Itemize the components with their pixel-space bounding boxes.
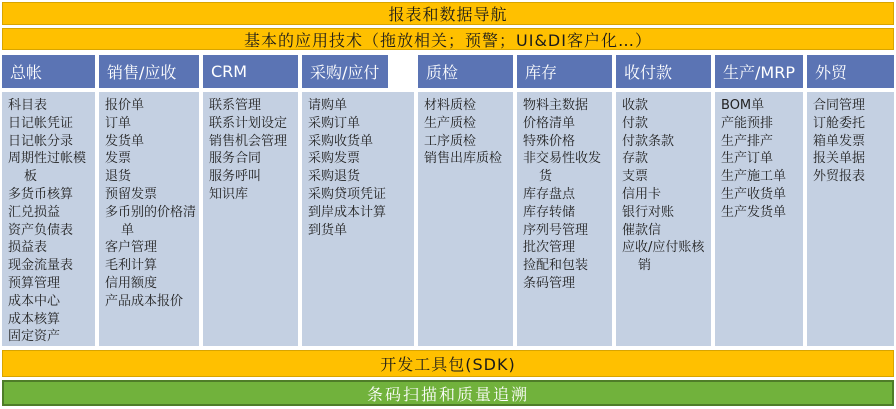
column-header-production-mrp: 生产/MRP — [715, 55, 803, 88]
module-columns — [2, 55, 894, 346]
column-item-list — [203, 92, 298, 346]
reports-navigation-bar — [2, 2, 894, 25]
list-item: 合同管理 — [813, 98, 866, 113]
list-item: 条码管理 — [523, 275, 576, 291]
list-item: 产品成本报价 — [105, 293, 184, 309]
module-column-purchasing-ap — [302, 55, 414, 346]
module-column-quality-check — [418, 55, 513, 346]
list-item: 工序质检 — [424, 133, 477, 149]
list-item: 成本核算 — [8, 311, 61, 327]
list-item: 固定资产 — [8, 329, 61, 345]
list-item: 采购收货单 — [308, 133, 374, 149]
list-item: 请购单 — [308, 98, 348, 113]
column-header-quality-check: 质检 — [418, 55, 513, 88]
list-item: 预留发票 — [105, 186, 158, 202]
list-item: 到货单 — [308, 222, 348, 238]
list-item: 采购发票 — [308, 151, 361, 167]
column-item-list — [616, 92, 711, 346]
list-item: 非交易性收发货 — [523, 151, 602, 185]
list-item: 退货 — [105, 169, 132, 185]
list-item: 日记帐凭证 — [8, 115, 74, 131]
list-item: 存款 — [622, 151, 649, 167]
column-item-list — [2, 92, 95, 346]
column-item-list — [517, 92, 612, 346]
list-item: 毛利计算 — [105, 258, 158, 274]
module-column-general-ledger — [2, 55, 95, 346]
list-item: 银行对账 — [622, 204, 675, 220]
reports-navigation-label: 报表和数据导航 — [388, 5, 508, 24]
list-item: 订舱委托 — [813, 115, 866, 131]
list-item: 采购订单 — [308, 115, 361, 131]
list-item: 箱单发票 — [813, 133, 866, 149]
list-item: 催款信 — [622, 222, 662, 238]
column-item-list — [418, 92, 513, 346]
list-item: 信用卡 — [622, 186, 662, 202]
module-column-crm — [203, 55, 298, 346]
list-item: 外贸报表 — [813, 169, 866, 185]
list-item: 应收/应付账核销 — [622, 240, 705, 274]
column-header-crm: CRM — [203, 55, 298, 88]
list-item: 生产施工单 — [721, 169, 787, 185]
basic-app-tech-bar — [2, 28, 894, 50]
list-item: 客户管理 — [105, 240, 158, 256]
list-item: 联系计划设定 — [209, 115, 288, 131]
list-item: 服务呼叫 — [209, 169, 262, 185]
list-item: 批次管理 — [523, 240, 576, 256]
list-item: 生产排产 — [721, 133, 774, 149]
list-item: 生产订单 — [721, 151, 774, 167]
module-column-payments — [616, 55, 711, 346]
basic-app-tech-label: 基本的应用技术（拖放相关；预警；UI&DI客户化…） — [244, 30, 652, 50]
list-item: BOM单 — [721, 98, 765, 113]
module-column-sales-ar — [99, 55, 199, 346]
list-item: 预算管理 — [8, 275, 61, 291]
column-item-list — [302, 92, 414, 346]
list-item: 服务合同 — [209, 151, 262, 167]
column-item-list — [715, 92, 803, 346]
list-item: 多货币核算 — [8, 186, 74, 202]
list-item: 付款条款 — [622, 133, 675, 149]
barcode-trace-bar — [2, 380, 894, 406]
list-item: 联系管理 — [209, 98, 262, 113]
list-item: 报关单据 — [813, 151, 866, 167]
column-header-foreign-trade: 外贸 — [807, 55, 894, 88]
list-item: 收款 — [622, 98, 649, 113]
list-item: 报价单 — [105, 98, 145, 113]
column-header-purchasing-ap: 采购/应付 — [302, 55, 388, 88]
list-item: 汇兑损益 — [8, 204, 61, 220]
list-item: 生产发货单 — [721, 204, 787, 220]
column-header-inventory: 库存 — [517, 55, 612, 88]
list-item: 物料主数据 — [523, 98, 589, 113]
list-item: 销售机会管理 — [209, 133, 288, 149]
list-item: 库存盘点 — [523, 186, 576, 202]
list-item: 周期性过帐模板 — [8, 151, 87, 185]
list-item: 特殊价格 — [523, 133, 576, 149]
list-item: 成本中心 — [8, 293, 61, 309]
list-item: 库存转储 — [523, 204, 576, 220]
list-item: 现金流量表 — [8, 258, 74, 274]
column-header-general-ledger: 总帐 — [2, 55, 95, 88]
barcode-trace-label: 条码扫描和质量追溯 — [366, 384, 529, 404]
list-item: 捡配和包装 — [523, 258, 589, 274]
list-item: 价格清单 — [523, 115, 576, 131]
column-header-payments: 收付款 — [616, 55, 711, 88]
list-item: 采购贷项凭证 — [308, 186, 387, 202]
list-item: 销售出库质检 — [424, 151, 503, 167]
list-item: 产能预排 — [721, 115, 774, 131]
column-header-sales-ar: 销售/应收 — [99, 55, 199, 88]
list-item: 科目表 — [8, 98, 48, 113]
list-item: 采购退货 — [308, 169, 361, 185]
list-item: 到岸成本计算 — [308, 204, 387, 220]
list-item: 日记帐分录 — [8, 133, 74, 149]
list-item: 生产质检 — [424, 115, 477, 131]
sdk-label: 开发工具包(SDK) — [380, 355, 516, 374]
list-item: 订单 — [105, 115, 132, 131]
list-item: 发票 — [105, 151, 132, 167]
column-item-list — [807, 92, 894, 346]
list-item: 多币别的价格清单 — [105, 204, 197, 238]
list-item: 损益表 — [8, 240, 48, 256]
list-item: 付款 — [622, 115, 649, 131]
sdk-bar — [2, 350, 894, 377]
module-column-inventory — [517, 55, 612, 346]
list-item: 资产负债表 — [8, 222, 74, 238]
column-item-list — [99, 92, 199, 346]
list-item: 生产收货单 — [721, 186, 787, 202]
list-item: 知识库 — [209, 186, 249, 202]
module-column-foreign-trade — [807, 55, 894, 346]
module-column-production-mrp — [715, 55, 803, 346]
list-item: 发货单 — [105, 133, 145, 149]
list-item: 材料质检 — [424, 98, 477, 113]
list-item: 序列号管理 — [523, 222, 589, 238]
list-item: 支票 — [622, 169, 649, 185]
list-item: 信用额度 — [105, 275, 158, 291]
